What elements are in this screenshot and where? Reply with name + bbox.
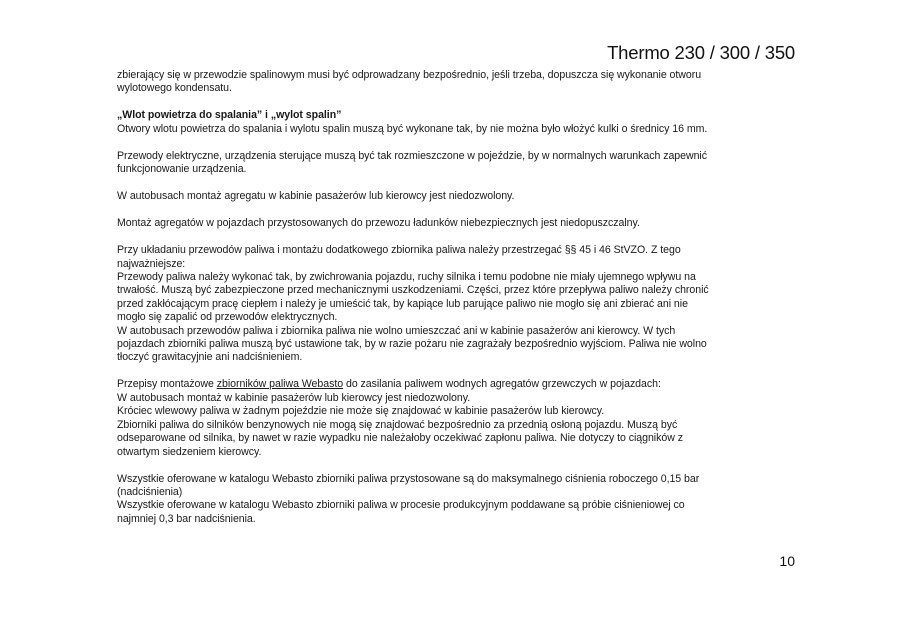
paragraph-condensate <box>117 69 802 96</box>
section-heading: „Wlot powietrza do spalania” i „wylot spalin” <box>117 109 342 122</box>
text-line: tłoczyć grawitacyjnie ani nadciśnieniem. <box>117 351 303 364</box>
text-line: odseparowane od silnika, by nawet w razie wypadku nie należałoby oczekiwać zapłonu paliwa. Nie dotyczy to ciągników z <box>117 432 683 445</box>
text-line: Wszystkie oferowane w katalogu Webasto zbiorniki paliwa w procesie produkcyjnym poddawane są próbie ciśnieniowej co <box>117 499 685 512</box>
paragraph-electrical <box>117 150 802 177</box>
text-line: trwałość. Muszą być zabezpieczone przed mechanicznymi uszkodzeniami. Części, przez które przepływa paliwo należy chronić <box>117 284 709 297</box>
document-body <box>117 69 802 540</box>
text-line: przed zakłócającym pracę ciepłem i należy je umieścić tak, by kapiące lub parujące paliwo nie mogło się ani zbierać ani nie <box>117 297 688 310</box>
paragraph-fuel-lines <box>117 244 802 365</box>
text-line: mogło się zapalić od przewodów elektrycznych. <box>117 311 338 324</box>
text-line: otwartym siedzeniem kierowcy. <box>117 445 262 458</box>
paragraph-pressure <box>117 473 802 527</box>
text-line: (nadciśnienia) <box>117 485 183 498</box>
text-line: zbierający się w przewodzie spalinowym musi być odprowadzany bezpośrednio, jeśli trzeba, dopuszcza się wykonanie otworu <box>117 69 702 81</box>
text-line: Przewody elektryczne, urządzenia sterujące muszą być tak rozmieszczone w pojeździe, by w normalnych warunkach zapewnić <box>117 149 707 162</box>
text-line: Wszystkie oferowane w katalogu Webasto zbiorniki paliwa przystosowane są do maksymalnego ciśnienia roboczego 0,15 bar <box>117 472 700 485</box>
text-line: Montaż agregatów w pojazdach przystosowanych do przewozu ładunków niebezpiecznych jest niedopuszczalny. <box>117 217 640 230</box>
text-fragment: do zasilania paliwem wodnych agregatów grzewczych w pojazdach: <box>343 378 661 391</box>
paragraph-buses <box>117 190 802 203</box>
document-title: Thermo 230 / 300 / 350 <box>607 42 795 63</box>
text-line: najważniejsze: <box>117 257 186 270</box>
text-line <box>117 378 802 391</box>
text-line: Zbiorniki paliwa do silników benzynowych nie mogą się znajdować bezpośrednio za przednią osłoną pojazdu. Muszą być <box>117 418 678 431</box>
paragraph-tank-regulations <box>117 378 802 458</box>
text-line: Przy układaniu przewodów paliwa i montażu dodatkowego zbiornika paliwa należy przestrzegać §§ 45 i 46 StVZO. Z tego <box>117 244 681 257</box>
text-line: najmniej 0,3 bar nadciśnienia. <box>117 512 256 525</box>
tank-link[interactable]: zbiorników paliwa Webasto <box>216 378 344 391</box>
text-line: Otwory wlotu powietrza do spalania i wylotu spalin muszą być wykonane tak, by nie można było włożyć kulki o średnicy 16 mm. <box>117 122 708 135</box>
text-line: wylotowego kondensatu. <box>117 82 232 95</box>
text-line: Króciec wlewowy paliwa w żadnym pojeździe nie może się znajdować w kabinie pasażerów lub kierowcy. <box>117 405 605 418</box>
paragraph-dangerous-goods <box>117 217 802 230</box>
text-line: Przewody paliwa należy wykonać tak, by zwichrowania pojazdu, ruchy silnika i temu podobne nie miały ujemnego wpływu na <box>117 271 696 284</box>
text-line: W autobusach montaż w kabinie pasażerów lub kierowcy jest niedozwolony. <box>117 391 471 404</box>
text-line: pojazdach zbiorniki paliwa muszą być ustawione tak, by w razie pożaru nie zagrażały bezpośrednio wyjściom. Paliwa nie wolno <box>117 338 707 351</box>
text-line: W autobusach przewodów paliwa i zbiornika paliwa nie wolno umieszczać ani w kabinie pasażerów ani kierowcy. W tych <box>117 324 676 337</box>
paragraph-air-inlet-exhaust <box>117 109 802 136</box>
text-line: funkcjonowanie urządzenia. <box>117 163 247 176</box>
text-fragment: Przepisy montażowe <box>117 378 217 391</box>
page-number: 10 <box>779 553 795 569</box>
text-line: W autobusach montaż agregatu w kabinie pasażerów lub kierowcy jest niedozwolony. <box>117 190 515 203</box>
